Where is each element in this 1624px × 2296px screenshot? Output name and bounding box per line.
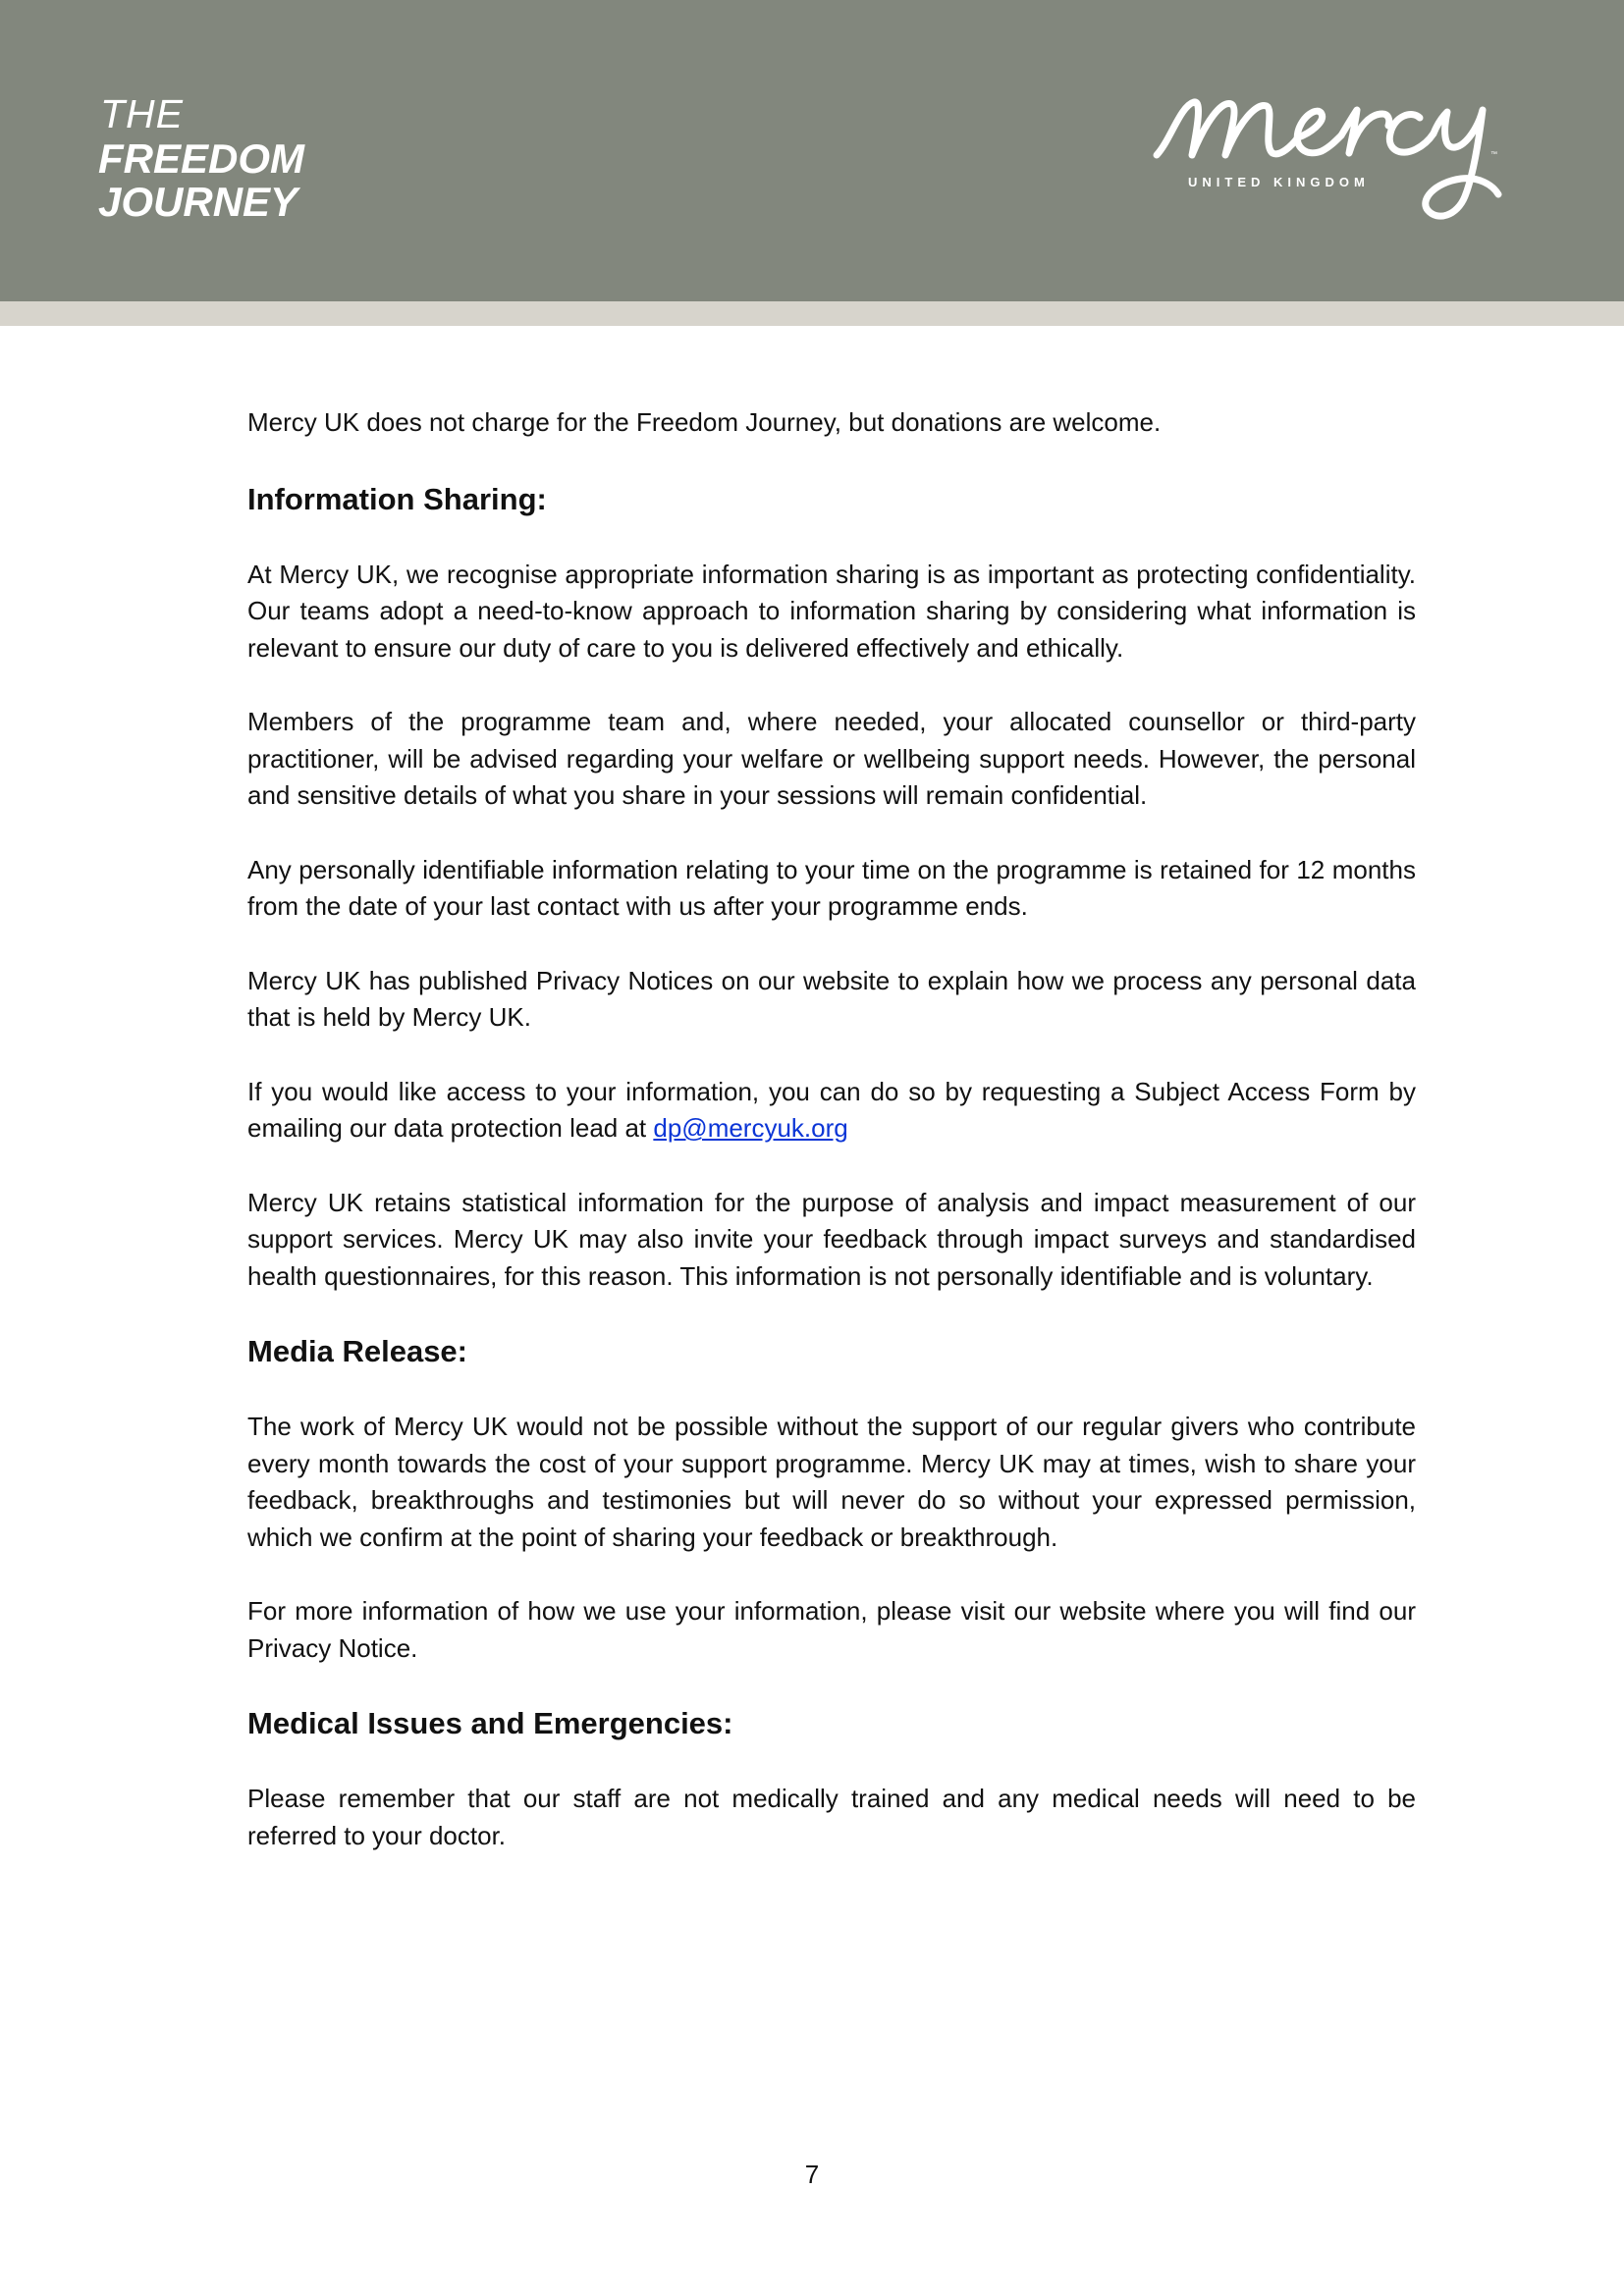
section-heading-medical-issues: Medical Issues and Emergencies: [247,1706,733,1740]
paragraph: At Mercy UK, we recognise appropriate information sharing is as important as protecting confidentiality. Our teams adopt a need-to-know approach to information sharing by considering what information is relevant to ensure our duty of care to you is delivered effectively and ethically. [247,559,1416,663]
mercy-subtitle: UNITED KINGDOM [1188,175,1370,189]
logo-line-the: THE [100,91,184,136]
paragraph: Members of the programme team and, where needed, your allocated counsellor or third-party practitioner, will be advised regarding your welfare or wellbeing support needs. However, the personal and sensitive details of what you share in your sessions will remain confidential. [247,707,1416,810]
access-text: If you would like access to your information, you can do so by requesting a Subject Access Form by emailing our data protection lead at [247,1076,1416,1143]
paragraph: Mercy UK has published Privacy Notices on our website to explain how we process any personal data that is held by Mercy UK. [247,965,1416,1032]
paragraph: Mercy UK retains statistical information for the purpose of analysis and impact measurement of our support services. Mercy UK may also invite your feedback through impact surveys and standardised health questionnaires, for this reason. This information is not personally identifiable and is voluntary. [247,1187,1416,1291]
logo-line-freedom: FREEDOM [98,135,304,182]
section-heading-information-sharing: Information Sharing: [247,481,547,516]
data-protection-email-link[interactable]: dp@mercyuk.org [653,1113,848,1143]
freedom-journey-logo [98,92,353,230]
document-body [247,404,1416,1892]
logo-line-journey: JOURNEY [98,179,298,225]
paragraph: For more information of how we use your information, please visit our website where you will find our Privacy Notice. [247,1596,1416,1663]
trademark-mark: ™ [1490,151,1497,158]
paragraph: Please remember that our staff are not medically trained and any medical needs will need to be referred to your doctor. [247,1784,1416,1850]
paragraph: The work of Mercy UK would not be possible without the support of our regular givers who contribute every month towards the cost of your support programme. Mercy UK may at times, wish to share your feedback, breakthroughs and testimonies but will never do so without your expressed permission, which we confirm at the point of sharing your feedback or breakthrough. [247,1412,1416,1552]
header-strip [0,301,1624,326]
paragraph: Any personally identifiable information relating to your time on the programme is retained for 12 months from the date of your last contact with us after your programme ends. [247,854,1416,921]
page-number: 7 [804,2160,820,2189]
mercy-wordmark-icon [1149,86,1542,234]
access-paragraph [247,1074,1416,1148]
intro-paragraph: Mercy UK does not charge for the Freedom Journey, but donations are welcome. [247,407,1162,437]
mercy-uk-logo [1149,86,1542,234]
section-heading-media-release: Media Release: [247,1334,467,1368]
